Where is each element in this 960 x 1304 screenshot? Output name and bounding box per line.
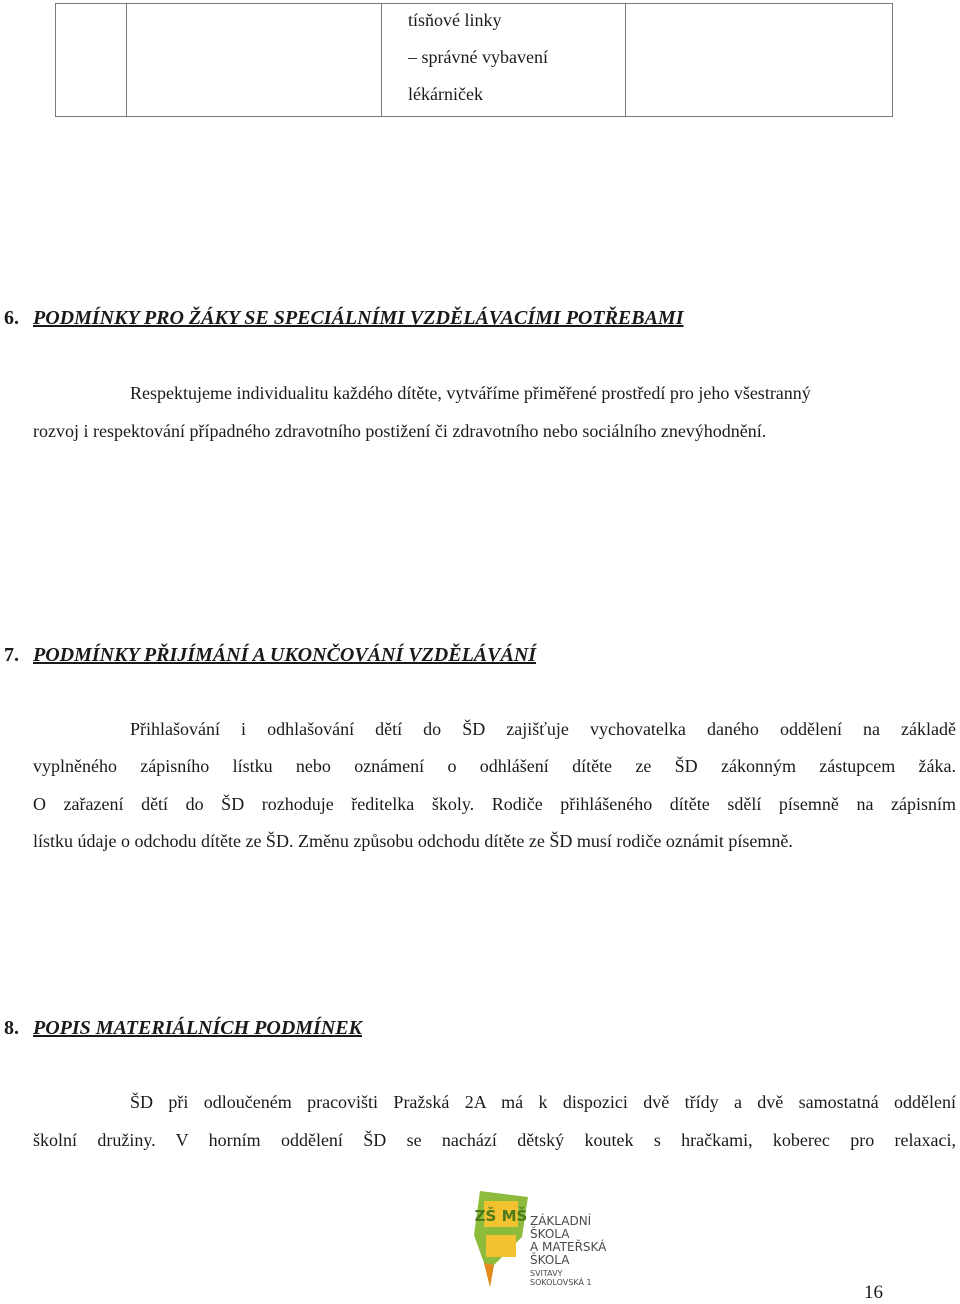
top-table xyxy=(55,3,893,117)
paragraph-line: vyplněného zápisního lístku nebo oznámení o odhlášení dítěte ze ŠD zákonným zástupcem žáka. xyxy=(33,756,956,776)
section-8-heading xyxy=(4,1016,362,1040)
paragraph-line: Respektujeme individualitu každého dítěte, vytváříme přiměřené prostředí pro jeho všestranný xyxy=(130,383,811,403)
logo-line: A MATEŘSKÁ xyxy=(530,1240,607,1254)
logo-sub-line: SOKOLOVSKÁ 1 xyxy=(530,1278,592,1287)
page-number: 16 xyxy=(864,1282,883,1303)
table-divider xyxy=(381,4,382,116)
table-cell-line: – správné vybavení xyxy=(408,47,548,67)
table-divider xyxy=(126,4,127,116)
section-title: PODMÍNKY PŘIJÍMÁNÍ A UKONČOVÁNÍ VZDĚLÁVÁNÍ xyxy=(33,644,537,666)
section-number: 7. xyxy=(4,644,19,666)
table-cell-line: tísňové linky xyxy=(408,10,502,30)
section-7-heading xyxy=(4,643,536,667)
paragraph-line: ŠD při odloučeném pracovišti Pražská 2A má k dispozici dvě třídy a dvě samostatná oddělení xyxy=(130,1092,956,1112)
logo-line: ŠKOLA xyxy=(530,1227,570,1241)
paragraph-line: lístku údaje o odchodu dítěte ze ŠD. Změnu způsobu odchodu dítěte ze ŠD musí rodiče oznámit písemně. xyxy=(33,831,793,851)
section-title: PODMÍNKY PRO ŽÁKY SE SPECIÁLNÍMI VZDĚLÁVACÍMI POTŘEBAMI xyxy=(33,307,684,329)
logo-name xyxy=(530,1215,606,1287)
logo-line: ŠKOLA xyxy=(530,1253,570,1267)
section-number: 6. xyxy=(4,307,19,329)
logo-mark-text: ZŠ MŠ xyxy=(474,1207,528,1225)
paragraph-line: O zařazení dětí do ŠD rozhoduje ředitelka školy. Rodiče přihlášeného dítěte sdělí písemně na zápisním xyxy=(33,794,956,814)
section-6-heading xyxy=(4,306,684,330)
school-logo-mark-icon xyxy=(470,1187,532,1295)
school-logo xyxy=(470,1187,630,1295)
section-number: 8. xyxy=(4,1017,19,1039)
logo-line: ZÁKLADNÍ xyxy=(530,1214,592,1228)
table-divider xyxy=(625,4,626,116)
paragraph-line: rozvoj i respektování případného zdravotního postižení či zdravotního nebo sociálního znevýhodnění. xyxy=(33,421,767,441)
paragraph-line: školní družiny. V horním oddělení ŠD se nachází dětský koutek s hračkami, koberec pro relaxaci, xyxy=(33,1130,956,1150)
section-title: POPIS MATERIÁLNÍCH PODMÍNEK xyxy=(33,1017,362,1039)
table-cell-line: lékárniček xyxy=(408,84,483,104)
logo-sub-line: SVITAVY xyxy=(530,1269,563,1278)
paragraph-line: Přihlašování i odhlašování dětí do ŠD zajišťuje vychovatelka daného oddělení na základě xyxy=(130,719,956,739)
